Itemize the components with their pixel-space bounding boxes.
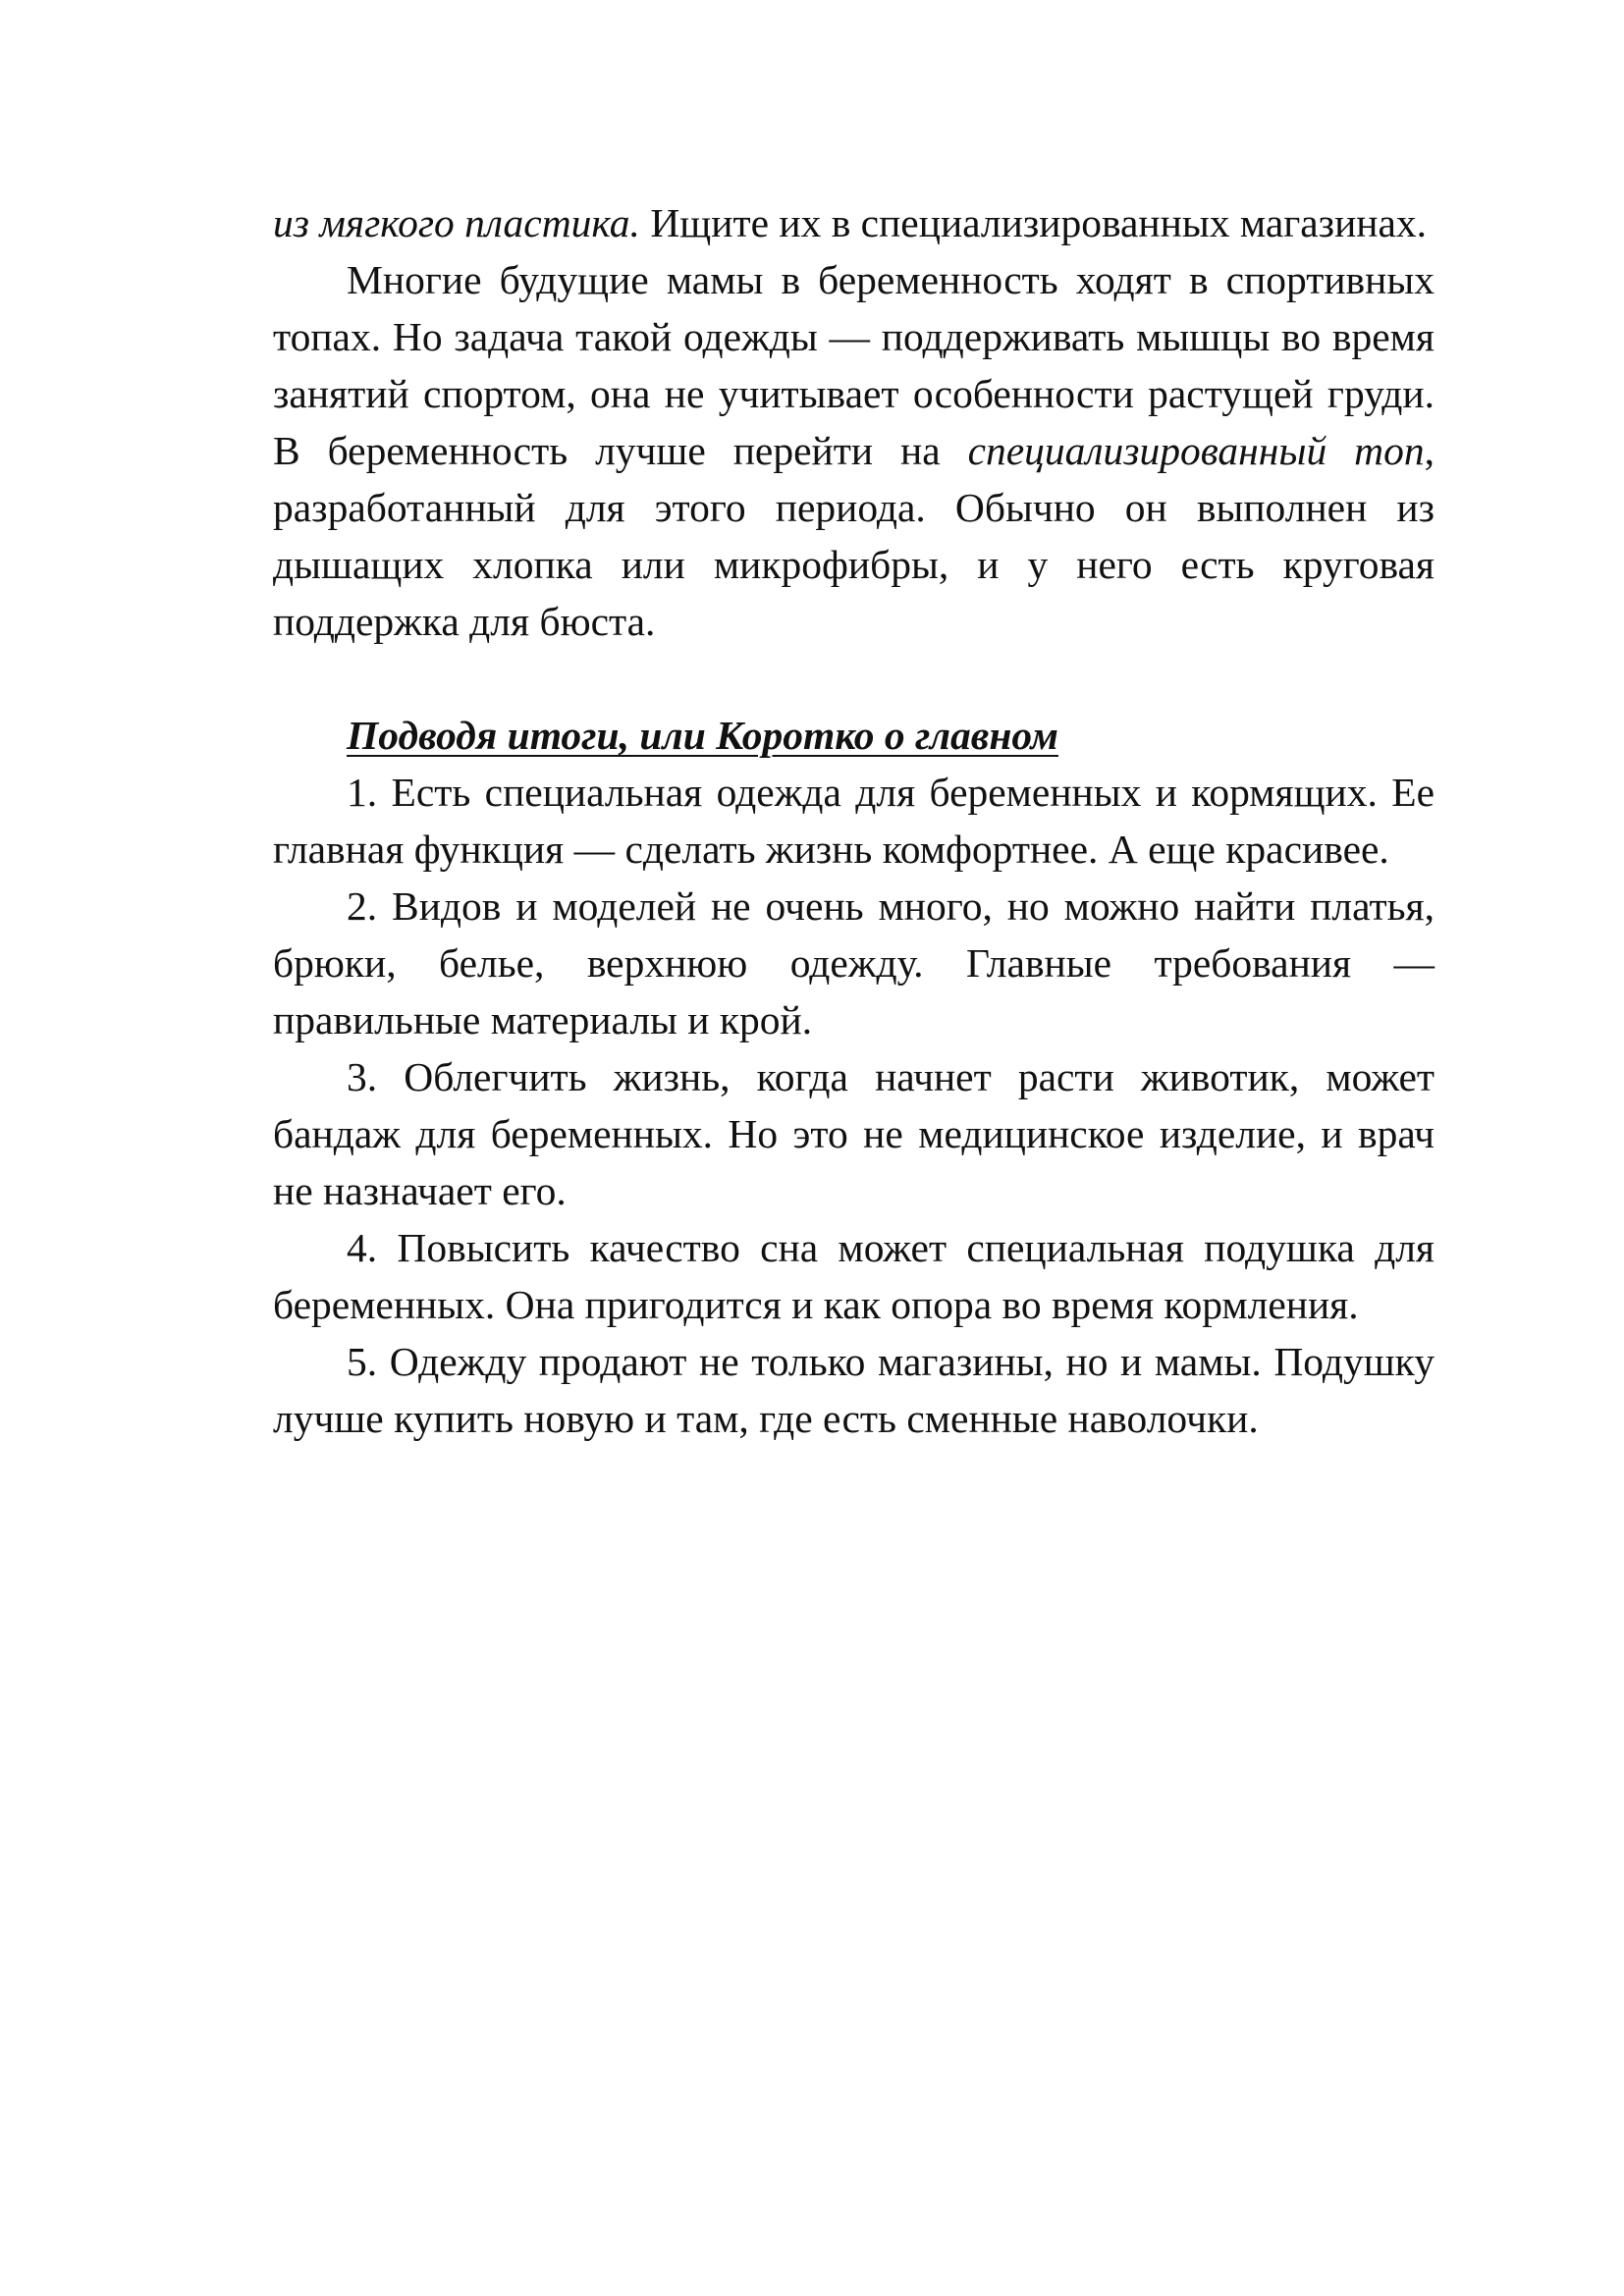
continuation-italic: из мягкого пластика. [273, 200, 640, 245]
intro-text-2: , разработанный для этого периода. Обычно он выполнен из дышащих хлопка или микрофибры, и у него есть круговая поддержка для бюста. [273, 428, 1435, 644]
summary-item-3: 3. Облегчить жизнь, когда начнет расти животик, может бандаж для беременных. Но это не медицинское изделие, и врач не назначает его. [273, 1054, 1435, 1213]
intro-text-1: Многие будущие мамы в беременность ходят в спортивных топах. Но задача такой одежды — поддерживать мышцы во время занятий спортом, она не учитывает особенности растущей груди. В беременность лучше перейти на [273, 257, 1435, 473]
summary-item-4: 4. Повысить качество сна может специальная подушка для беременных. Она пригодится и как опора во время кормления. [273, 1225, 1435, 1327]
continuation-paragraph [273, 194, 1435, 251]
intro-paragraph [273, 251, 1435, 650]
intro-italic: специализированный топ [967, 428, 1425, 473]
summary-item-5: 5. Одежду продают не только магазины, но и мамы. Подушку лучше купить новую и там, где есть сменные наволочки. [273, 1339, 1435, 1441]
summary-item-2: 2. Видов и моделей не очень много, но можно найти платья, брюки, белье, верхнюю одежду. Главные требования — правильные материалы и крой. [273, 883, 1435, 1042]
section-gap [273, 650, 1435, 707]
page-body [273, 194, 1435, 1447]
continuation-text: Ищите их в специализированных магазинах. [639, 200, 1428, 245]
summary-item-1: 1. Есть специальная одежда для беременных и кормящих. Ее главная функция — сделать жизнь комфортнее. А еще красивее. [273, 770, 1435, 872]
summary-heading: Подводя итоги, или Коротко о главном [347, 713, 1058, 758]
